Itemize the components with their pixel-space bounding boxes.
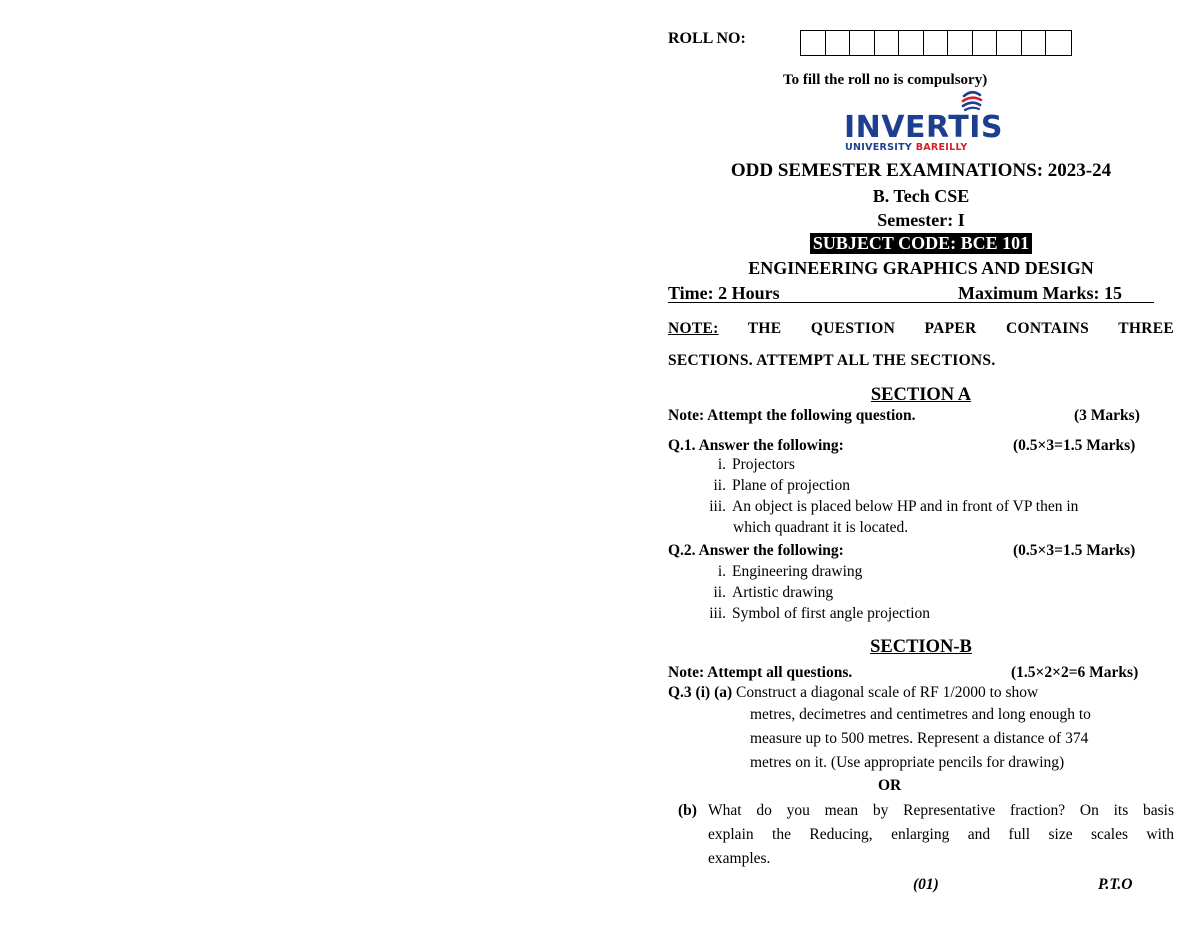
roll-digit-box[interactable] bbox=[997, 31, 1022, 55]
q1-item-2-number: ii. bbox=[713, 477, 726, 494]
roll-digit-box[interactable] bbox=[899, 31, 924, 55]
q1-marks: (0.5×3=1.5 Marks) bbox=[1013, 437, 1136, 454]
q3-line-2: metres, decimetres and centimetres and long enough to bbox=[750, 706, 1091, 723]
q2-item-1 bbox=[668, 563, 862, 581]
roll-digit-box[interactable] bbox=[1022, 31, 1047, 55]
q2-item-3-number: iii. bbox=[709, 605, 726, 622]
q2-item-1-text: Engineering drawing bbox=[732, 563, 863, 580]
q3b-line-3: examples. bbox=[708, 850, 771, 867]
maximum-marks: Maximum Marks: 15 bbox=[958, 283, 1122, 303]
q1-title: Q.1. Answer the following: bbox=[668, 437, 844, 454]
q3-part-b-label: (b) bbox=[678, 802, 697, 819]
university-logo bbox=[844, 90, 1003, 154]
q2-title: Q.2. Answer the following: bbox=[668, 542, 844, 559]
note-line-1 bbox=[668, 320, 1174, 338]
q2-item-3-text: Symbol of first angle projection bbox=[732, 605, 931, 622]
q1-item-3 bbox=[668, 498, 1078, 516]
q3-line-1 bbox=[668, 684, 1038, 702]
roll-digit-box[interactable] bbox=[875, 31, 900, 55]
q2-item-1-number: i. bbox=[717, 563, 726, 580]
q1-item-1-text: Projectors bbox=[732, 456, 795, 473]
q2-item-3 bbox=[668, 605, 930, 623]
roll-digit-box[interactable] bbox=[850, 31, 875, 55]
q1-item-1-number: i. bbox=[717, 456, 726, 473]
or-divider: OR bbox=[878, 777, 902, 794]
logo-emblem-icon bbox=[960, 90, 984, 112]
roll-digit-box[interactable] bbox=[973, 31, 998, 55]
q1-item-3-number: iii. bbox=[709, 498, 726, 515]
q3b-line-2: explain the Reducing, enlarging and full size scales with bbox=[708, 826, 1174, 843]
q2-marks: (0.5×3=1.5 Marks) bbox=[1013, 542, 1136, 559]
q2-item-2-number: ii. bbox=[713, 584, 726, 601]
q3-line-1-text: Construct a diagonal scale of RF 1/2000 to show bbox=[736, 684, 1039, 701]
roll-digit-box[interactable] bbox=[924, 31, 949, 55]
logo-wordmark: INVERTIS bbox=[844, 110, 1003, 145]
section-b-note: Note: Attempt all questions. bbox=[668, 664, 853, 681]
please-turn-over: P.T.O bbox=[1098, 876, 1133, 893]
logo-subtitle-prefix: UNIVERSITY bbox=[845, 142, 916, 153]
header-underline bbox=[668, 302, 1154, 303]
roll-digit-box[interactable] bbox=[1046, 31, 1071, 55]
semester-label: Semester: I bbox=[877, 210, 965, 230]
q3-part-a-label: (a) bbox=[714, 684, 733, 701]
note-label: NOTE: bbox=[668, 320, 719, 337]
q1-item-1 bbox=[668, 456, 795, 474]
section-a-marks: (3 Marks) bbox=[1074, 407, 1140, 424]
note-line-2: SECTIONS. ATTEMPT ALL THE SECTIONS. bbox=[668, 352, 996, 369]
q2-item-2 bbox=[668, 584, 833, 602]
note-line-1-text: THE QUESTION PAPER CONTAINS THREE bbox=[747, 320, 1174, 337]
section-a-heading: SECTION A bbox=[870, 385, 972, 405]
q3b-line-1: What do you mean by Representative fraction? On its basis bbox=[708, 802, 1174, 819]
subject-name: ENGINEERING GRAPHICS AND DESIGN bbox=[748, 258, 1094, 278]
roll-digit-box[interactable] bbox=[948, 31, 973, 55]
roll-no-label: ROLL NO: bbox=[668, 30, 746, 47]
roll-digit-box[interactable] bbox=[801, 31, 826, 55]
q3-line-3: measure up to 500 metres. Represent a distance of 374 bbox=[750, 730, 1089, 747]
q2-item-2-text: Artistic drawing bbox=[732, 584, 834, 601]
roll-digit-box[interactable] bbox=[826, 31, 851, 55]
page-number: (01) bbox=[913, 876, 939, 893]
q3-line-4: metres on it. (Use appropriate pencils for drawing) bbox=[750, 754, 1065, 771]
exam-time: Time: 2 Hours bbox=[668, 283, 780, 303]
q3-label: Q.3 (i) bbox=[668, 684, 711, 701]
logo-subtitle-city: BAREILLY bbox=[915, 142, 968, 153]
logo-subtitle bbox=[845, 142, 968, 153]
q1-item-3-continued: which quadrant it is located. bbox=[733, 519, 909, 536]
subject-code-line bbox=[668, 233, 1174, 254]
q1-item-2 bbox=[668, 477, 850, 495]
roll-no-boxes[interactable] bbox=[800, 30, 1072, 56]
roll-fill-note: To fill the roll no is compulsory) bbox=[783, 72, 988, 88]
exam-title: ODD SEMESTER EXAMINATIONS: 2023-24 bbox=[730, 160, 1112, 181]
section-a-note: Note: Attempt the following question. bbox=[668, 407, 916, 424]
section-b-heading: SECTION-B bbox=[870, 637, 972, 657]
q1-item-3-text: An object is placed below HP and in front of VP then in bbox=[732, 498, 1079, 515]
section-b-marks: (1.5×2×2=6 Marks) bbox=[1011, 664, 1139, 681]
subject-code: SUBJECT CODE: BCE 101 bbox=[810, 233, 1032, 254]
program-name: B. Tech CSE bbox=[872, 186, 970, 206]
q1-item-2-text: Plane of projection bbox=[732, 477, 850, 494]
